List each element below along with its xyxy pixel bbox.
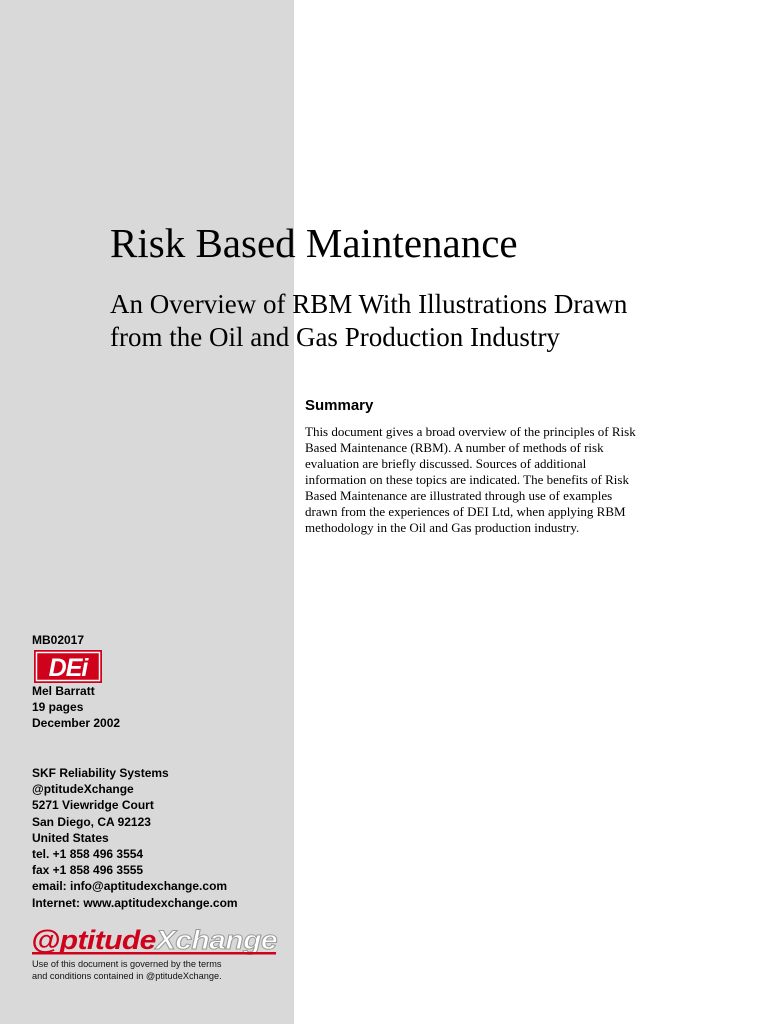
publish-date: December 2002 (32, 716, 121, 731)
summary-line: This document gives a broad overview of the principles of Risk (305, 424, 636, 439)
author-block (32, 683, 120, 732)
telephone: tel. +1 858 496 3554 (32, 847, 144, 862)
aptitude-logo-part1: @ptitude (31, 925, 144, 955)
doc-id-text: MB02017 (32, 633, 85, 647)
aptitude-logo-wordmark (31, 925, 278, 955)
dei-logo-text: DEi (48, 654, 88, 682)
summary-line: Based Maintenance are illustrated through use of examples (305, 488, 613, 503)
publisher-contact (32, 765, 238, 911)
subtitle-line: An Overview of RBM With Illustrations Drawn (110, 289, 628, 319)
aptitude-logo-underline (32, 952, 276, 955)
summary-line: methodology in the Oil and Gas production industry. (305, 520, 580, 535)
address-street: 5271 Viewridge Court (32, 798, 154, 813)
publisher-brand: @ptitudeXchange (32, 782, 134, 797)
fax: fax +1 858 496 3555 (32, 863, 144, 878)
website: Internet: www.aptitudexchange.com (32, 895, 238, 910)
address-city: San Diego, CA 92123 (32, 814, 151, 829)
document-title: Risk Based Maintenance (110, 220, 518, 266)
aptitudexchange-logo (30, 921, 280, 957)
document-id (32, 632, 84, 648)
dei-logo (34, 650, 102, 683)
summary-line: Based Maintenance (RBM). A number of methods of risk (305, 440, 604, 455)
author-name: Mel Barratt (32, 684, 95, 698)
terms-notice (32, 958, 222, 982)
terms-line: and conditions contained in @ptitudeXchange. (32, 971, 222, 981)
aptitude-logo-part2: Xchange (155, 925, 265, 955)
summary-line: drawn from the experiences of DEI Ltd, when applying RBM (305, 504, 626, 519)
summary-line: evaluation are briefly discussed. Sources of additional (305, 456, 587, 471)
page-count: 19 pages (32, 700, 84, 715)
summary-heading: Summary (305, 397, 374, 414)
document-subtitle (110, 288, 730, 354)
summary-text (305, 424, 636, 536)
subtitle-line: from the Oil and Gas Production Industry (110, 322, 560, 352)
summary-line: information on these topics are indicated. The benefits of Risk (305, 472, 629, 487)
email: email: info@aptitudexchange.com (32, 879, 228, 894)
terms-line: Use of this document is governed by the terms (32, 959, 222, 969)
address-country: United States (32, 830, 109, 845)
publisher-name: SKF Reliability Systems (32, 766, 169, 780)
